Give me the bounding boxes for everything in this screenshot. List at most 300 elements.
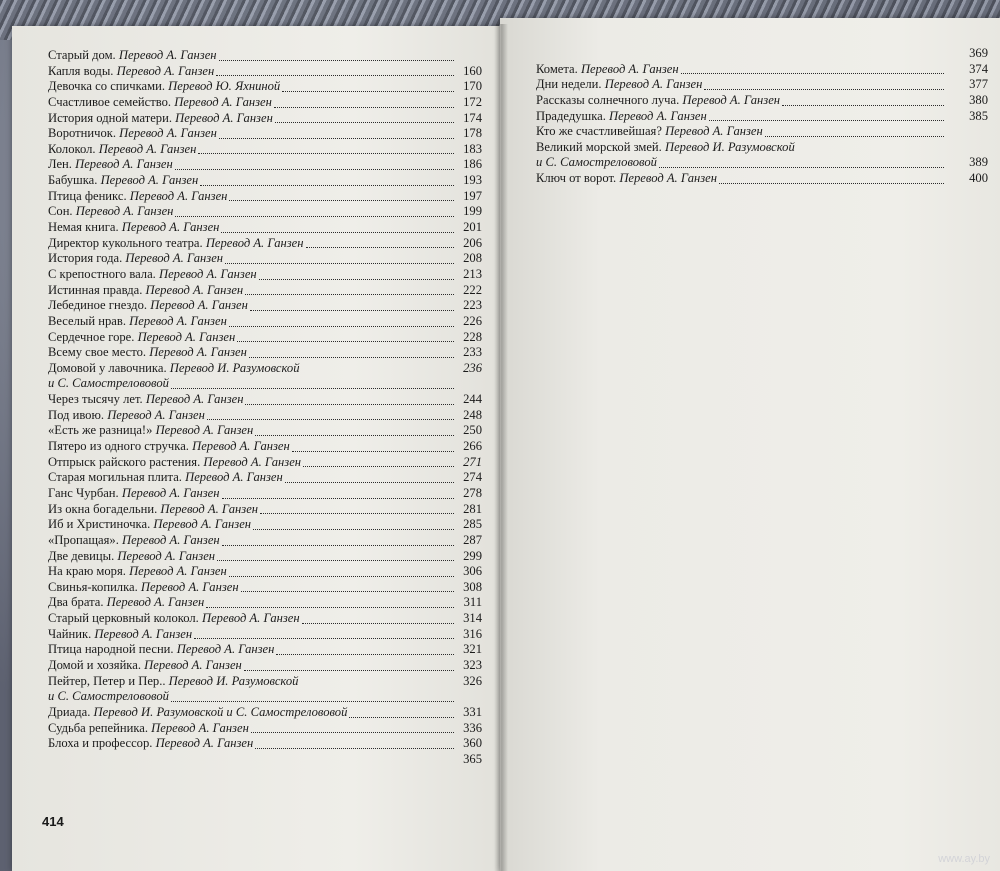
toc-entry-text [48, 595, 204, 611]
toc-entry-page: 400 [969, 171, 988, 186]
book-gutter [494, 24, 508, 871]
toc-entry-translator: Перевод И. Разумовской [664, 139, 795, 154]
toc-entry-text [48, 204, 173, 220]
toc-entry-page: 323 [463, 657, 482, 672]
toc-entry-page: 365 [463, 751, 482, 766]
toc-entry-title: Лен. [48, 157, 72, 172]
toc-entry-page: 170 [463, 79, 482, 94]
toc-entry-page: 213 [463, 266, 482, 281]
toc-entry-page: 186 [463, 157, 482, 172]
toc-entry-page: 306 [463, 564, 482, 579]
toc-entry-translator: Перевод А. Ганзен [192, 439, 290, 454]
toc-entry-page: 201 [463, 220, 482, 235]
toc-entry-text [48, 658, 242, 674]
toc-entry [48, 720, 482, 737]
toc-entry-translator: Перевод А. Ганзен [145, 392, 244, 407]
toc-entry-title: Дни недели. [536, 77, 602, 92]
leader-dots [207, 418, 454, 420]
toc-entry-title: Свинья-копилка. [48, 579, 138, 594]
leader-dots [222, 544, 454, 546]
toc-entry-translator: Перевод А. Ганзен [94, 626, 193, 641]
toc-entry-text [48, 376, 169, 392]
toc-entry-text [48, 580, 239, 596]
leader-dots [241, 590, 454, 592]
toc-entry-page: 287 [463, 532, 482, 547]
toc-entry [48, 704, 482, 721]
leader-dots [282, 90, 454, 92]
toc-entry [48, 501, 482, 518]
toc-entry [48, 611, 482, 627]
toc-entry-text [536, 62, 679, 78]
toc-entry-page: 385 [969, 108, 988, 123]
toc-entry-translator: Перевод А. Ганзен [75, 157, 173, 172]
toc-entry-text [48, 283, 243, 299]
toc-entry [48, 79, 482, 95]
toc-entry-page: 236 [463, 360, 482, 375]
toc-entry-page: 308 [463, 579, 482, 594]
toc-entry [48, 454, 482, 471]
toc-entry [536, 108, 988, 125]
toc-entry-translator: Перевод А. Ганзен [116, 63, 215, 78]
toc-entry-page: 278 [463, 485, 482, 500]
toc-entry-title: Директор кукольного театра. [48, 235, 203, 250]
toc-entry-title: История одной матери. [48, 110, 172, 125]
toc-entry-text [48, 533, 220, 549]
leader-dots [709, 119, 944, 121]
toc-entry-text [48, 95, 272, 111]
toc-entry-page: 174 [463, 110, 482, 125]
leader-dots [303, 465, 454, 467]
toc-entry-translator: Перевод А. Ганзен [129, 188, 228, 203]
watermark: www.ay.by [938, 853, 990, 865]
toc-entry-title: Старый церковный колокол. [48, 611, 199, 626]
toc-entry-translator: Перевод А. Ганзен [580, 61, 679, 76]
leader-dots [217, 559, 454, 561]
toc-entry-text [48, 689, 169, 705]
toc-entry-translator: Перевод А. Ганзен [155, 423, 254, 438]
toc-entry-text [48, 642, 274, 658]
toc-entry [48, 235, 482, 252]
toc-entry-translator: Перевод А. Ганзен [129, 313, 227, 328]
toc-entry-translator: Перевод А. Ганзен [201, 611, 300, 626]
toc-entry-page: 377 [969, 77, 988, 92]
leader-dots [222, 497, 454, 499]
toc-entry-text [48, 157, 173, 173]
toc-entry-text [48, 220, 219, 236]
toc-entry-text [48, 439, 290, 455]
toc-entry-translator: Перевод И. Разумовской [169, 360, 300, 375]
toc-entry-text [48, 611, 300, 627]
toc-entry-translator: и С. Самострелововой [48, 689, 169, 704]
leader-dots [245, 403, 454, 405]
toc-entry-page: 248 [463, 407, 482, 422]
toc-entry-translator: Перевод А. Ганзен [149, 345, 247, 360]
toc-entry-title: Старая могильная плита. [48, 470, 182, 485]
toc-entry-title: «Пропащая». [48, 532, 119, 547]
toc-entry-translator: Перевод А. Ганзен [144, 657, 242, 672]
toc-entry-title: На краю моря. [48, 564, 126, 579]
toc-entry [48, 94, 482, 111]
toc-entry [48, 485, 482, 502]
leader-dots [175, 168, 454, 170]
toc-entry [48, 736, 482, 752]
toc-entry-page: 199 [463, 204, 482, 219]
toc-entry [48, 673, 482, 690]
toc-entry-title: Птица народной песни. [48, 642, 174, 657]
toc-entry [48, 188, 482, 205]
toc-entry [48, 63, 482, 80]
toc-entry-title: Истинная правда. [48, 282, 143, 297]
toc-entry-translator: и С. Самострелововой [48, 376, 169, 391]
toc-entry-title: Пейтер, Петер и Пер.. [48, 673, 166, 688]
toc-entry-title: С крепостного вала. [48, 266, 156, 281]
toc-entry-page: 360 [463, 736, 482, 751]
toc-entry [536, 92, 988, 109]
toc-entry [48, 626, 482, 643]
toc-entry-translator: Перевод А. Ганзен [107, 407, 205, 422]
toc-entry-translator: Перевод А. Ганзен [129, 564, 227, 579]
leader-dots [216, 74, 454, 76]
toc-entry-text [48, 345, 247, 361]
toc-entry [48, 517, 482, 533]
toc-entry-text [48, 64, 214, 80]
toc-entry [48, 423, 482, 439]
leader-dots [681, 72, 944, 74]
leader-dots [245, 293, 454, 295]
toc-entry [48, 298, 482, 314]
toc-entry-title: Из окна богадельни. [48, 501, 158, 516]
leader-dots [250, 309, 454, 311]
toc-entry-page: 299 [463, 548, 482, 563]
leader-dots [285, 481, 454, 483]
toc-entry-text [48, 564, 227, 580]
toc-entry-title: «Есть же разница!» [48, 423, 153, 438]
leader-dots [292, 450, 454, 452]
toc-entry [48, 282, 482, 299]
toc-entry-page: 197 [463, 188, 482, 203]
toc-entry-translator: Перевод А. Ганзен [145, 282, 244, 297]
leader-dots [782, 104, 944, 106]
toc-entry [48, 657, 482, 674]
leader-dots [198, 152, 454, 154]
toc-entry [48, 470, 482, 486]
toc-entry-translator: Перевод А. Ганзен [121, 485, 220, 500]
leader-dots [349, 716, 454, 718]
toc-entry [48, 579, 482, 596]
toc-entry-page: 266 [463, 439, 482, 454]
toc-entry-title: Воротничок. [48, 126, 117, 141]
toc-entry-text [48, 189, 227, 205]
toc-entry-page: 223 [463, 298, 482, 313]
toc-entry-text [48, 314, 227, 330]
toc-entry-translator: Перевод А. Ганзен [176, 642, 275, 657]
toc-entry-title: Девочка со спичками. [48, 79, 165, 94]
leader-dots [229, 325, 454, 327]
toc-entry-title: Кто же счастливейшая? [536, 124, 662, 139]
toc-entry-text [48, 408, 205, 424]
toc-entry-page: 250 [463, 423, 482, 438]
leader-dots [229, 199, 454, 201]
toc-entry [48, 157, 482, 173]
toc-entry-text [48, 705, 347, 721]
toc-entry [48, 751, 482, 768]
toc-entry-title: Старый дом. [48, 48, 116, 62]
toc-entry-translator: Перевод А. Ганзен [150, 298, 248, 313]
toc-entry [48, 329, 482, 346]
toc-entry-page: 172 [463, 94, 482, 109]
toc-entry-translator: Перевод А. Ганзен [106, 595, 205, 610]
toc-entry-title: Под ивою. [48, 407, 105, 422]
toc-entry [48, 266, 482, 283]
leader-dots [171, 387, 454, 389]
toc-entry-page: 336 [463, 720, 482, 735]
leader-dots [659, 166, 944, 168]
toc-entry-title: Две девицы. [48, 548, 115, 563]
toc-entry [536, 61, 988, 78]
leader-dots [249, 356, 454, 358]
toc-entry-page: 380 [969, 92, 988, 107]
toc-entry [48, 407, 482, 424]
toc-entry-translator: Перевод А. Ганзен [682, 92, 781, 107]
toc-entry-title: Ключ от ворот. [536, 171, 617, 186]
toc-entry-page: 281 [463, 501, 482, 516]
leader-dots [765, 135, 944, 137]
leader-dots [225, 262, 454, 264]
toc-entry-text [48, 392, 243, 408]
leader-dots [171, 700, 454, 702]
toc-entry-text [48, 267, 257, 283]
toc-entry-title: Бабушка. [48, 173, 98, 188]
leader-dots [255, 434, 454, 436]
toc-entry [48, 204, 482, 220]
toc-entry [48, 345, 482, 361]
toc-entry-translator: и С. Самострелововой [536, 155, 657, 170]
toc-entry-text [536, 171, 717, 187]
toc-entry-page: 274 [463, 470, 482, 485]
toc-entry [48, 376, 458, 392]
toc-entry-page: 244 [463, 392, 482, 407]
toc-entry-page: 331 [463, 704, 482, 719]
toc-entry [48, 220, 482, 236]
toc-entry-translator: Перевод А. Ганзен [118, 48, 217, 62]
toc-entry [536, 140, 948, 156]
toc-entry-translator: Перевод А. Ганзен [205, 235, 304, 250]
toc-entry [48, 360, 482, 377]
toc-entry-page: 271 [463, 454, 482, 469]
toc-entry [536, 155, 988, 171]
toc-entry-text [48, 236, 304, 252]
toc-entry-translator: Перевод А. Ганзен [160, 501, 259, 516]
toc-entry-title: История года. [48, 251, 123, 266]
toc-entry-text [48, 455, 301, 471]
toc-entry-text [48, 627, 192, 643]
leader-dots [244, 669, 454, 671]
toc-entry-title: Дриада. [48, 704, 91, 719]
toc-entry [48, 595, 482, 611]
leader-dots [274, 106, 454, 108]
toc-entry [48, 48, 458, 64]
toc-entry-text [48, 486, 220, 502]
leader-dots [229, 575, 454, 577]
toc-entry-text [48, 549, 215, 565]
toc-entry-translator: Перевод А. Ганзен [604, 77, 703, 92]
toc-entry-translator: Перевод А. Ганзен [125, 251, 224, 266]
toc-entry-title: Всему свое место. [48, 345, 147, 360]
toc-entry [48, 439, 482, 455]
toc-entry-text [536, 124, 763, 140]
toc-entry-title: Птица феникс. [48, 188, 127, 203]
leader-dots [194, 637, 454, 639]
page-number: 414 [42, 814, 64, 829]
toc-entry-text [48, 674, 298, 690]
toc-entry-text [48, 330, 235, 346]
toc-entry-page: 316 [463, 626, 482, 641]
toc-entry-text [48, 126, 217, 142]
toc-entry-translator: Перевод А. Ганзен [140, 579, 239, 594]
leader-dots [206, 606, 454, 608]
toc-entry [48, 126, 482, 142]
leader-dots [704, 88, 944, 90]
leader-dots [237, 340, 454, 342]
toc-entry-title: Сон. [48, 204, 73, 219]
toc-entry-title: Прадедушка. [536, 108, 606, 123]
toc-entry-translator: Перевод А. Ганзен [153, 517, 252, 532]
toc-entry-page: 389 [969, 155, 988, 170]
toc-entry-page: 314 [463, 611, 482, 626]
toc-entry-text [536, 109, 707, 125]
toc-entry-text [48, 251, 223, 267]
toc-entry-title: Чайник. [48, 626, 92, 641]
toc-entry-title: Великий морской змей. [536, 139, 662, 154]
toc-entry-translator: Перевод А. Ганзен [75, 204, 174, 219]
toc-entry-page: 178 [463, 126, 482, 141]
toc-entry-title: Комета. [536, 61, 578, 76]
toc-entry [48, 313, 482, 330]
toc-entry-text [48, 361, 300, 377]
leader-dots [255, 747, 454, 749]
toc-entry-translator: Перевод Ю. Яхниной [168, 79, 281, 94]
toc-entry-translator: Перевод А. Ганзен [117, 548, 216, 563]
toc-entry-page: 206 [463, 235, 482, 250]
toc-entry [536, 124, 948, 140]
toc-entry-title: Рассказы солнечного луча. [536, 92, 680, 107]
toc-entry-translator: Перевод А. Ганзен [155, 736, 254, 751]
toc-entry-page: 369 [969, 46, 988, 60]
toc-entry-page: 160 [463, 63, 482, 78]
toc-entry-title: Немая книга. [48, 220, 119, 235]
toc-entry-translator: Перевод А. Ганзен [121, 220, 220, 235]
leader-dots [221, 231, 454, 233]
toc-entry-translator: Перевод И. Разумовской [168, 673, 299, 688]
toc-entry-translator: Перевод А. Ганзен [151, 720, 249, 735]
leader-dots [275, 121, 454, 123]
toc-entry [48, 532, 482, 549]
toc-entry-text [48, 502, 258, 518]
toc-left-column [48, 48, 482, 767]
toc-entry [48, 689, 458, 705]
toc-entry-text [48, 79, 280, 95]
toc-entry-translator: Перевод А. Ганзен [665, 124, 763, 139]
leader-dots [259, 278, 454, 280]
toc-entry-translator: Перевод А. Ганзен [119, 126, 217, 141]
toc-entry-page: 228 [463, 329, 482, 344]
leader-dots [219, 137, 454, 139]
toc-entry-text [48, 423, 253, 439]
toc-entry-translator: Перевод А. Ганзен [175, 110, 273, 125]
leader-dots [306, 246, 454, 248]
toc-entry [48, 392, 482, 408]
toc-entry [48, 110, 482, 127]
toc-entry-translator: Перевод А. Ганзен [609, 108, 707, 123]
leader-dots [260, 512, 454, 514]
toc-entry-text [48, 517, 251, 533]
toc-entry-page: 311 [463, 595, 482, 610]
toc-entry-translator: Перевод А. Ганзен [100, 173, 199, 188]
toc-entry-page: 374 [969, 61, 988, 76]
leader-dots [253, 528, 454, 530]
toc-entry-text [536, 140, 795, 156]
toc-entry-text [536, 77, 702, 93]
toc-entry-translator: Перевод А. Ганзен [185, 470, 283, 485]
toc-entry-title: Блоха и профессор. [48, 736, 153, 751]
leader-dots [719, 182, 944, 184]
toc-entry-text [48, 298, 248, 314]
leader-dots [175, 215, 454, 217]
toc-entry-translator: Перевод А. Ганзен [98, 141, 197, 156]
toc-right-column [536, 46, 988, 187]
toc-entry-text [536, 155, 657, 171]
leader-dots [200, 184, 454, 186]
toc-entry-title: Домой и хозяйка. [48, 657, 141, 672]
toc-entry-translator: Перевод А. Ганзен [137, 329, 236, 344]
toc-entry-text [48, 48, 217, 64]
toc-entry [536, 77, 988, 93]
toc-entry-title: Отпрыск райского растения. [48, 454, 201, 469]
leader-dots [276, 653, 454, 655]
leader-dots [251, 731, 454, 733]
toc-entry-translator: Перевод А. Ганзен [619, 171, 717, 186]
toc-entry-text [536, 93, 780, 109]
toc-entry-title: Счастливое семейство. [48, 94, 172, 109]
leader-dots [302, 622, 454, 624]
toc-entry-translator: Перевод А. Ганзен [203, 454, 302, 469]
toc-entry-title: Колокол. [48, 141, 96, 156]
toc-entry-title: Пятеро из одного стручка. [48, 439, 189, 454]
toc-entry-text [48, 142, 196, 158]
toc-entry [536, 46, 988, 62]
toc-entry-title: Ганс Чурбан. [48, 485, 119, 500]
toc-entry-title: Иб и Христиночка. [48, 517, 151, 532]
toc-entry-title: Капля воды. [48, 63, 114, 78]
toc-entry-page: 222 [463, 282, 482, 297]
toc-entry-page: 233 [463, 345, 482, 360]
toc-entry [48, 251, 482, 267]
toc-entry-title: Сердечное горе. [48, 329, 135, 344]
toc-entry-title: Два брата. [48, 595, 104, 610]
toc-entry-page: 285 [463, 517, 482, 532]
toc-entry [48, 173, 482, 189]
toc-entry-text [48, 736, 253, 752]
toc-entry-title: Через тысячу лет. [48, 392, 143, 407]
toc-entry-text [48, 111, 273, 127]
toc-entry [48, 141, 482, 158]
toc-entry-page: 183 [463, 141, 482, 156]
toc-entry-title: Домовой у лавочника. [48, 360, 167, 375]
toc-entry-translator: Перевод И. Разумовской и С. Самострелововой [93, 704, 348, 719]
toc-entry-page: 226 [463, 313, 482, 328]
toc-entry-page: 321 [463, 642, 482, 657]
toc-entry-translator: Перевод А. Ганзен [122, 532, 220, 547]
